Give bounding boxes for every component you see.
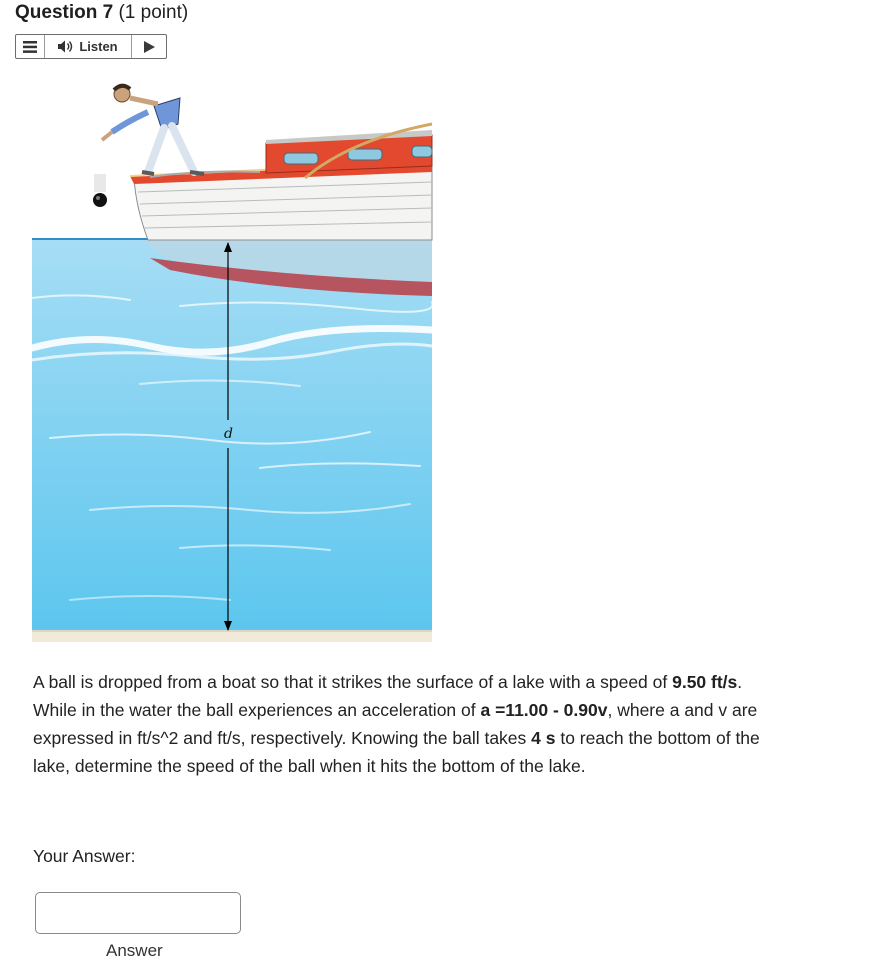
depth-label: d [224, 426, 233, 442]
question-points: (1 point) [118, 2, 189, 23]
problem-text-3: , where a and v are expressed in ft/s^2 and ft/s, respectively. Knowing the ball takes [33, 700, 758, 748]
cabin-window-1 [284, 153, 318, 164]
travel-time: 4 s [531, 728, 556, 748]
answer-input[interactable] [35, 892, 241, 934]
problem-text-1: A ball is dropped from a boat so that it strikes the surface of a lake with a speed of [33, 672, 673, 692]
question-title: Question 7 [15, 2, 114, 23]
menu-icon [23, 41, 37, 53]
impact-speed: 9.50 ft/s [672, 672, 738, 692]
your-answer-label: Your Answer: [33, 846, 136, 866]
cabin-window-2 [348, 149, 382, 160]
problem-text-2: . While in the water the ball experiences an acceleration of [33, 672, 743, 720]
falling-ball [93, 174, 107, 207]
boat-lake-figure [30, 80, 434, 644]
figure-svg [30, 80, 434, 644]
listen-button[interactable] [45, 35, 132, 58]
problem-text-4: to reach the bottom of the lake, determine the speed of the ball when it hits the bottom of the lake. [33, 728, 760, 776]
person-dropping-ball [102, 86, 204, 174]
problem-statement [33, 668, 763, 780]
menu-button[interactable] [16, 35, 45, 58]
acceleration-formula: a =11.00 - 0.90v [480, 700, 608, 720]
speaker-icon [58, 40, 74, 53]
answer-caption: Answer [106, 941, 163, 960]
lake-bottom [32, 630, 432, 642]
question-header [15, 2, 188, 24]
play-button[interactable] [132, 35, 166, 58]
listen-label: Listen [79, 39, 118, 54]
play-icon [144, 41, 155, 53]
listen-toolbar [15, 34, 167, 59]
cabin-window-3 [412, 146, 432, 157]
